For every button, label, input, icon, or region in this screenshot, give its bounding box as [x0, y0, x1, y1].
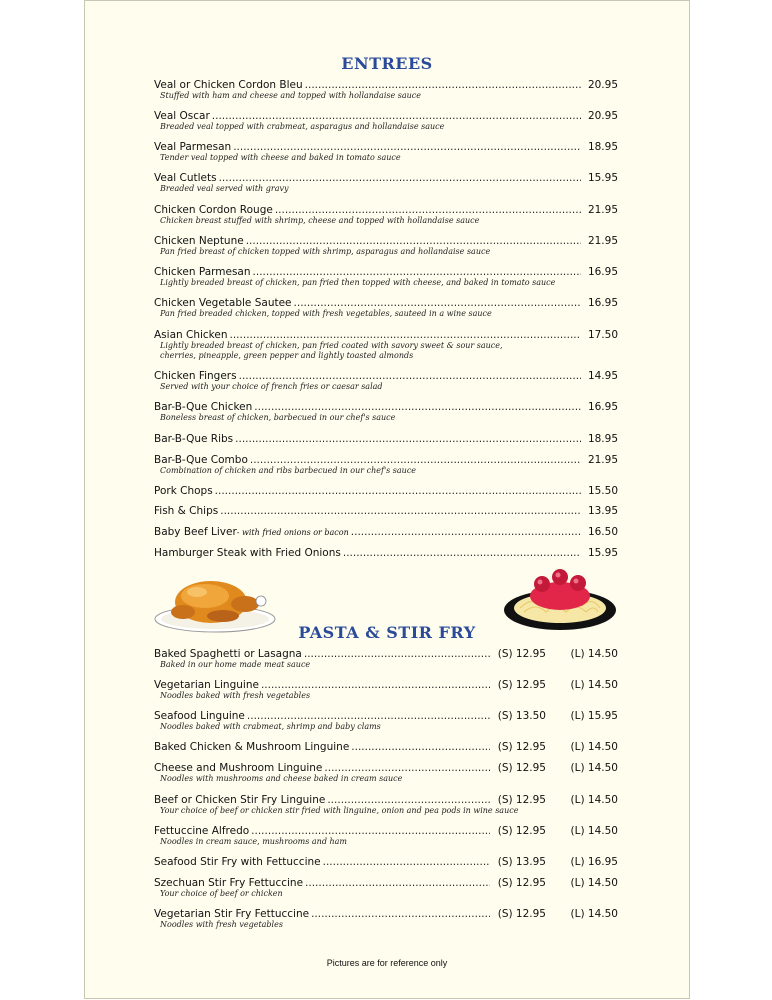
- item-price-large: (L) 14.50: [570, 908, 618, 920]
- item-description: Served with your choice of french fries or caesar salad: [160, 382, 383, 391]
- item-price-small: (S) 12.95: [497, 762, 546, 774]
- menu-item: [154, 141, 618, 163]
- item-description: Pan fried breaded chicken, topped with fresh vegetables, sauteed in a wine sauce: [160, 309, 492, 318]
- menu-item: [154, 266, 618, 288]
- item-description: Combination of chicken and ribs barbecued in our chef's sauce: [160, 466, 417, 475]
- item-price: 13.95: [587, 505, 618, 517]
- menu-item: [154, 741, 618, 753]
- item-name: Veal Parmesan: [154, 141, 232, 153]
- item-description: Breaded veal served with gravy: [160, 184, 289, 193]
- item-description: Chicken breast stuffed with shrimp, cheese and topped with hollandaise sauce: [160, 216, 480, 225]
- menu-item: [154, 433, 618, 445]
- item-description: Boneless breast of chicken, barbecued in our chef's sauce: [160, 413, 396, 422]
- item-name: Seafood Linguine: [154, 710, 245, 722]
- item-description: cherries, pineapple, green pepper and lightly toasted almonds: [160, 351, 414, 360]
- menu-item: [154, 485, 618, 497]
- menu-item: [154, 908, 618, 930]
- item-price: 20.95: [587, 110, 618, 122]
- menu-item: [154, 370, 618, 392]
- item-name: Baked Chicken & Mushroom Linguine: [154, 741, 350, 753]
- menu-item: [154, 856, 618, 868]
- menu-item: [154, 679, 618, 701]
- item-name: Pork Chops: [154, 485, 213, 497]
- item-name: Bar-B-Que Ribs: [154, 433, 234, 445]
- item-price: 16.50: [587, 526, 618, 538]
- item-price-large: (L) 14.50: [570, 794, 618, 806]
- item-description: Your choice of beef or chicken stir fried with linguine, onion and pea pods in wine sauce: [160, 806, 519, 815]
- menu-item: [154, 526, 618, 538]
- footer-note: Pictures are for reference only: [326, 958, 448, 968]
- item-name: Vegetarian Stir Fry Fettuccine: [154, 908, 310, 920]
- menu-item: [154, 204, 618, 226]
- menu-item: [154, 297, 618, 319]
- menu-item: [154, 235, 618, 257]
- menu-item: [154, 110, 618, 132]
- item-name: Chicken Fingers: [154, 370, 237, 382]
- menu-item: [154, 710, 618, 732]
- item-price: 18.95: [587, 433, 618, 445]
- item-price: 16.95: [587, 297, 618, 309]
- menu-item: [154, 329, 618, 361]
- item-name: Asian Chicken: [154, 329, 228, 341]
- item-name: Bar-B-Que Combo: [154, 454, 248, 466]
- item-description: Noodles with mushrooms and cheese baked in cream sauce: [160, 774, 403, 783]
- item-name: Veal Cutlets: [154, 172, 217, 184]
- item-price-large: (L) 14.50: [570, 877, 618, 889]
- item-price: 17.50: [587, 329, 618, 341]
- item-price: 15.50: [587, 485, 618, 497]
- item-price-large: (L) 14.50: [570, 648, 618, 660]
- item-name: Cheese and Mushroom Linguine: [154, 762, 323, 774]
- item-description: Noodles in cream sauce, mushrooms and ham: [160, 837, 347, 846]
- item-description: Baked in our home made meat sauce: [160, 660, 311, 669]
- item-price-large: (L) 14.50: [570, 741, 618, 753]
- menu-item: [154, 172, 618, 194]
- item-price-small: (S) 13.50: [497, 710, 546, 722]
- item-description: Breaded veal topped with crabmeat, asparagus and hollandaise sauce: [160, 122, 445, 131]
- item-price: 14.95: [587, 370, 618, 382]
- item-price: 21.95: [587, 204, 618, 216]
- item-name: Vegetarian Linguine: [154, 679, 259, 691]
- pasta-heading: PASTA & STIR FRY: [298, 623, 476, 642]
- item-price: 18.95: [587, 141, 618, 153]
- item-price: 16.95: [587, 401, 618, 413]
- item-name: Chicken Parmesan: [154, 266, 251, 278]
- item-price-small: (S) 12.95: [497, 648, 546, 660]
- menu-item: [154, 794, 618, 816]
- item-name: Szechuan Stir Fry Fettuccine: [154, 877, 304, 889]
- item-name: Chicken Neptune: [154, 235, 244, 247]
- item-price: 20.95: [587, 79, 618, 91]
- item-price-small: (S) 12.95: [497, 908, 546, 920]
- item-description: Pan fried breast of chicken topped with shrimp, asparagus and hollandaise sauce: [160, 247, 491, 256]
- item-description: Noodles with fresh vegetables: [160, 920, 283, 929]
- item-name: Chicken Cordon Rouge: [154, 204, 273, 216]
- item-name: Fettuccine Alfredo: [154, 825, 250, 837]
- entrees-heading: ENTREES: [341, 54, 433, 73]
- item-description: Your choice of beef or chicken: [160, 889, 283, 898]
- menu-item: [154, 454, 618, 476]
- item-price-large: (L) 14.50: [570, 762, 618, 774]
- menu-item: [154, 877, 618, 899]
- item-price: 15.95: [587, 172, 618, 184]
- item-description: Noodles baked with fresh vegetables: [160, 691, 311, 700]
- item-description: Stuffed with ham and cheese and topped with hollandaise sauce: [160, 91, 422, 100]
- item-price-large: (L) 14.50: [570, 679, 618, 691]
- item-price-small: (S) 12.95: [497, 794, 546, 806]
- item-name: Veal or Chicken Cordon Bleu: [154, 79, 303, 91]
- item-description: Noodles baked with crabmeat, shrimp and baby clams: [160, 722, 381, 731]
- item-price: 16.95: [587, 266, 618, 278]
- menu-item: [154, 762, 618, 784]
- item-description: Lightly breaded breast of chicken, pan fried then topped with cheese, and baked in tomato sauce: [160, 278, 556, 287]
- menu-item: [154, 505, 618, 517]
- menu-page: [84, 0, 690, 999]
- menu-item: [154, 648, 618, 670]
- item-price-small: (S) 12.95: [497, 825, 546, 837]
- item-price: 15.95: [587, 547, 618, 559]
- item-price-small: (S) 13.95: [497, 856, 546, 868]
- item-price-large: (L) 16.95: [570, 856, 618, 868]
- item-price: 21.95: [587, 235, 618, 247]
- menu-item: [154, 401, 618, 423]
- item-price-large: (L) 14.50: [570, 825, 618, 837]
- item-name: Beef or Chicken Stir Fry Linguine: [154, 794, 326, 806]
- item-name: Baked Spaghetti or Lasagna: [154, 648, 302, 660]
- menu-item: [154, 79, 618, 101]
- item-name: Hamburger Steak with Fried Onions: [154, 547, 341, 559]
- item-price-small: (S) 12.95: [497, 877, 546, 889]
- item-price-small: (S) 12.95: [497, 679, 546, 691]
- item-name: Fish & Chips: [154, 505, 219, 517]
- item-name: Seafood Stir Fry with Fettuccine: [154, 856, 321, 868]
- menu-item: [154, 547, 618, 559]
- item-description: Lightly breaded breast of chicken, pan fried coated with savory sweet & sour sauce,: [160, 341, 503, 350]
- item-price: 21.95: [587, 454, 618, 466]
- item-name: Veal Oscar: [154, 110, 210, 122]
- item-note: - with fried onions or bacon: [236, 528, 349, 537]
- item-price-large: (L) 15.95: [570, 710, 618, 722]
- item-price-small: (S) 12.95: [497, 741, 546, 753]
- menu-item: [154, 825, 618, 847]
- item-name: Chicken Vegetable Sautee: [154, 297, 292, 309]
- item-name: Bar-B-Que Chicken: [154, 401, 253, 413]
- item-name: Baby Beef Liver: [154, 526, 237, 538]
- item-description: Tender veal topped with cheese and baked in tomato sauce: [160, 153, 401, 162]
